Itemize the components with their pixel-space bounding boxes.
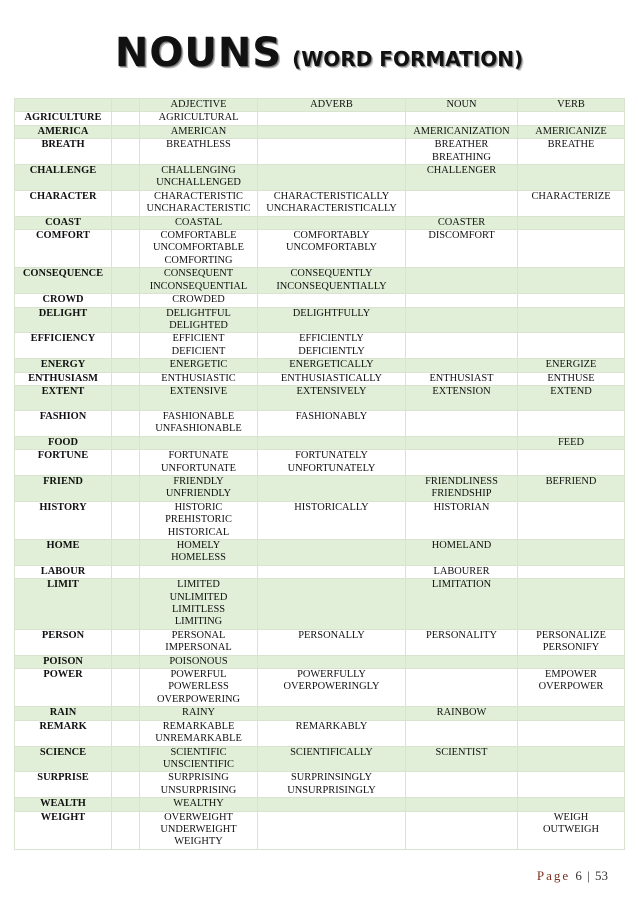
verb-cell: ENERGIZE [518, 359, 625, 372]
adjective-cell: COASTAL [140, 216, 258, 229]
adverb-cell: POWERFULLY OVERPOWERINGLY [258, 669, 406, 707]
adverb-cell [258, 707, 406, 720]
noun-cell: CHALLENGER [406, 165, 518, 191]
noun-cell: COASTER [406, 216, 518, 229]
adverb-cell [258, 811, 406, 849]
table-row [15, 798, 625, 811]
verb-cell [518, 450, 625, 476]
adjective-cell: ENERGETIC [140, 359, 258, 372]
headword-cell: BREATH [15, 139, 112, 165]
blank-cell [112, 540, 140, 566]
verb-cell [518, 772, 625, 798]
table-row [15, 307, 625, 333]
noun-cell [406, 720, 518, 746]
table-row [15, 450, 625, 476]
table-row [15, 165, 625, 191]
headword-cell: ENTHUSIASM [15, 372, 112, 385]
adverb-cell: CONSEQUENTLY INCONSEQUENTIALLY [258, 268, 406, 294]
page-label: Page [536, 868, 571, 883]
noun-cell: HISTORIAN [406, 501, 518, 539]
blank-cell [112, 359, 140, 372]
verb-cell [518, 746, 625, 772]
adjective-cell: OVERWEIGHT UNDERWEIGHT WEIGHTY [140, 811, 258, 849]
blank-cell [112, 385, 140, 410]
adjective-cell: CHARACTERISTIC UNCHARACTERISTIC [140, 190, 258, 216]
headword-cell: EXTENT [15, 385, 112, 410]
table-row [15, 811, 625, 849]
blank-cell [112, 655, 140, 668]
verb-cell [518, 307, 625, 333]
table-row [15, 294, 625, 307]
headword-cell: WEIGHT [15, 811, 112, 849]
adjective-cell: PERSONAL IMPERSONAL [140, 629, 258, 655]
table-row [15, 112, 625, 125]
blank-cell [112, 294, 140, 307]
verb-cell [518, 798, 625, 811]
blank-cell [112, 112, 140, 125]
table-row [15, 565, 625, 578]
verb-cell [518, 720, 625, 746]
header-cell [15, 99, 112, 112]
adverb-cell: REMARKABLY [258, 720, 406, 746]
noun-cell: RAINBOW [406, 707, 518, 720]
table-row [15, 436, 625, 449]
adverb-cell [258, 294, 406, 307]
noun-cell: BREATHER BREATHING [406, 139, 518, 165]
adjective-cell: CHALLENGING UNCHALLENGED [140, 165, 258, 191]
verb-cell [518, 540, 625, 566]
adjective-cell: EFFICIENT DEFICIENT [140, 333, 258, 359]
blank-cell [112, 139, 140, 165]
adjective-cell: LIMITED UNLIMITED LIMITLESS LIMITING [140, 579, 258, 630]
verb-cell [518, 655, 625, 668]
header-adjective: ADJECTIVE [140, 99, 258, 112]
table-row [15, 333, 625, 359]
headword-cell: HISTORY [15, 501, 112, 539]
blank-cell [112, 746, 140, 772]
adverb-cell: DELIGHTFULLY [258, 307, 406, 333]
table-row [15, 410, 625, 436]
adjective-cell: ENTHUSIASTIC [140, 372, 258, 385]
blank-cell [112, 268, 140, 294]
verb-cell: FEED [518, 436, 625, 449]
noun-cell: LABOURER [406, 565, 518, 578]
table-row [15, 629, 625, 655]
table-row [15, 268, 625, 294]
noun-cell: FRIENDLINESS FRIENDSHIP [406, 475, 518, 501]
headword-cell: CHALLENGE [15, 165, 112, 191]
table-row [15, 125, 625, 138]
blank-cell [112, 436, 140, 449]
verb-cell [518, 565, 625, 578]
blank-cell [112, 216, 140, 229]
adverb-cell: SURPRINSINGLY UNSURPRISINGLY [258, 772, 406, 798]
word-formation-table [14, 98, 625, 850]
headword-cell: LIMIT [15, 579, 112, 630]
blank-cell [112, 501, 140, 539]
header-verb: VERB [518, 99, 625, 112]
verb-cell [518, 230, 625, 268]
table-row [15, 707, 625, 720]
adjective-cell: HOMELY HOMELESS [140, 540, 258, 566]
blank-cell [112, 475, 140, 501]
adjective-cell: EXTENSIVE [140, 385, 258, 410]
table-row [15, 359, 625, 372]
table-body [15, 112, 625, 849]
headword-cell: WEALTH [15, 798, 112, 811]
verb-cell [518, 216, 625, 229]
blank-cell [112, 165, 140, 191]
headword-cell: POISON [15, 655, 112, 668]
noun-cell [406, 450, 518, 476]
noun-cell: HOMELAND [406, 540, 518, 566]
adjective-cell: RAINY [140, 707, 258, 720]
headword-cell: ENERGY [15, 359, 112, 372]
adverb-cell: ENTHUSIASTICALLY [258, 372, 406, 385]
table-row [15, 139, 625, 165]
verb-cell: ENTHUSE [518, 372, 625, 385]
adverb-cell [258, 165, 406, 191]
adverb-cell [258, 216, 406, 229]
adjective-cell: AMERICAN [140, 125, 258, 138]
verb-cell [518, 268, 625, 294]
headword-cell: EFFICIENCY [15, 333, 112, 359]
verb-cell [518, 501, 625, 539]
title-sub: (WORD FORMATION) [292, 47, 524, 71]
adverb-cell [258, 798, 406, 811]
noun-cell [406, 190, 518, 216]
noun-cell [406, 798, 518, 811]
noun-cell [406, 669, 518, 707]
adverb-cell [258, 579, 406, 630]
verb-cell [518, 165, 625, 191]
adverb-cell: ENERGETICALLY [258, 359, 406, 372]
table-row [15, 372, 625, 385]
noun-cell: PERSONALITY [406, 629, 518, 655]
adverb-cell: PERSONALLY [258, 629, 406, 655]
page-current: 6 [575, 868, 582, 883]
adverb-cell: EXTENSIVELY [258, 385, 406, 410]
verb-cell: BEFRIEND [518, 475, 625, 501]
headword-cell: HOME [15, 540, 112, 566]
blank-cell [112, 230, 140, 268]
noun-cell [406, 333, 518, 359]
title-main: NOUNS [114, 30, 283, 76]
table-row [15, 772, 625, 798]
blank-cell [112, 372, 140, 385]
headword-cell: CHARACTER [15, 190, 112, 216]
blank-cell [112, 629, 140, 655]
adverb-cell [258, 436, 406, 449]
verb-cell [518, 410, 625, 436]
blank-cell [112, 669, 140, 707]
adjective-cell: AGRICULTURAL [140, 112, 258, 125]
noun-cell [406, 294, 518, 307]
adverb-cell [258, 125, 406, 138]
noun-cell [406, 772, 518, 798]
verb-cell: EXTEND [518, 385, 625, 410]
headword-cell: AMERICA [15, 125, 112, 138]
blank-cell [112, 798, 140, 811]
adverb-cell: EFFICIENTLY DEFICIENTLY [258, 333, 406, 359]
table-row [15, 655, 625, 668]
blank-cell [112, 450, 140, 476]
page-footer [537, 868, 608, 884]
headword-cell: FORTUNE [15, 450, 112, 476]
verb-cell [518, 579, 625, 630]
verb-cell [518, 294, 625, 307]
adverb-cell: CHARACTERISTICALLY UNCHARACTERISTICALLY [258, 190, 406, 216]
table-row [15, 720, 625, 746]
verb-cell: CHARACTERIZE [518, 190, 625, 216]
headword-cell: FRIEND [15, 475, 112, 501]
adjective-cell [140, 565, 258, 578]
table-row [15, 216, 625, 229]
adverb-cell [258, 565, 406, 578]
blank-cell [112, 579, 140, 630]
adjective-cell: BREATHLESS [140, 139, 258, 165]
page-total: 53 [595, 868, 608, 883]
adjective-cell: WEALTHY [140, 798, 258, 811]
verb-cell: EMPOWER OVERPOWER [518, 669, 625, 707]
noun-cell: SCIENTIST [406, 746, 518, 772]
adverb-cell [258, 540, 406, 566]
noun-cell: LIMITATION [406, 579, 518, 630]
noun-cell [406, 268, 518, 294]
table-row [15, 230, 625, 268]
headword-cell: RAIN [15, 707, 112, 720]
adjective-cell: FRIENDLY UNFRIENDLY [140, 475, 258, 501]
headword-cell: CROWD [15, 294, 112, 307]
noun-cell [406, 307, 518, 333]
table-row [15, 475, 625, 501]
headword-cell: FASHION [15, 410, 112, 436]
header-cell [112, 99, 140, 112]
adjective-cell: DELIGHTFUL DELIGHTED [140, 307, 258, 333]
headword-cell: PERSON [15, 629, 112, 655]
adjective-cell [140, 436, 258, 449]
adjective-cell: HISTORIC PREHISTORIC HISTORICAL [140, 501, 258, 539]
page-separator: | [587, 868, 590, 883]
headword-cell: FOOD [15, 436, 112, 449]
page-title [0, 30, 638, 76]
noun-cell: AMERICANIZATION [406, 125, 518, 138]
verb-cell [518, 707, 625, 720]
header-noun: NOUN [406, 99, 518, 112]
adjective-cell: CROWDED [140, 294, 258, 307]
adjective-cell: SURPRISING UNSURPRISING [140, 772, 258, 798]
headword-cell: REMARK [15, 720, 112, 746]
noun-cell [406, 112, 518, 125]
blank-cell [112, 707, 140, 720]
verb-cell: BREATHE [518, 139, 625, 165]
blank-cell [112, 307, 140, 333]
adverb-cell [258, 475, 406, 501]
table-row [15, 540, 625, 566]
verb-cell: AMERICANIZE [518, 125, 625, 138]
blank-cell [112, 333, 140, 359]
adverb-cell [258, 655, 406, 668]
headword-cell: SCIENCE [15, 746, 112, 772]
table-row [15, 190, 625, 216]
headword-cell: DELIGHT [15, 307, 112, 333]
adjective-cell: SCIENTIFIC UNSCIENTIFIC [140, 746, 258, 772]
noun-cell: EXTENSION [406, 385, 518, 410]
table-row [15, 385, 625, 410]
verb-cell [518, 333, 625, 359]
adverb-cell: SCIENTIFICALLY [258, 746, 406, 772]
noun-cell: DISCOMFORT [406, 230, 518, 268]
noun-cell [406, 811, 518, 849]
adjective-cell: REMARKABLE UNREMARKABLE [140, 720, 258, 746]
table-row [15, 746, 625, 772]
noun-cell [406, 410, 518, 436]
headword-cell: COMFORT [15, 230, 112, 268]
adjective-cell: COMFORTABLE UNCOMFORTABLE COMFORTING [140, 230, 258, 268]
blank-cell [112, 410, 140, 436]
adverb-cell [258, 112, 406, 125]
noun-cell [406, 655, 518, 668]
table-header-row [15, 99, 625, 112]
blank-cell [112, 772, 140, 798]
headword-cell: POWER [15, 669, 112, 707]
header-adverb: ADVERB [258, 99, 406, 112]
headword-cell: AGRICULTURE [15, 112, 112, 125]
headword-cell: CONSEQUENCE [15, 268, 112, 294]
headword-cell: LABOUR [15, 565, 112, 578]
adjective-cell: FASHIONABLE UNFASHIONABLE [140, 410, 258, 436]
table-row [15, 579, 625, 630]
adjective-cell: POWERFUL POWERLESS OVERPOWERING [140, 669, 258, 707]
blank-cell [112, 125, 140, 138]
verb-cell: WEIGH OUTWEIGH [518, 811, 625, 849]
blank-cell [112, 811, 140, 849]
table-row [15, 501, 625, 539]
adjective-cell: CONSEQUENT INCONSEQUENTIAL [140, 268, 258, 294]
adverb-cell: FASHIONABLY [258, 410, 406, 436]
adjective-cell: POISONOUS [140, 655, 258, 668]
adverb-cell: COMFORTABLY UNCOMFORTABLY [258, 230, 406, 268]
noun-cell [406, 359, 518, 372]
adverb-cell [258, 139, 406, 165]
headword-cell: SURPRISE [15, 772, 112, 798]
noun-cell [406, 436, 518, 449]
adverb-cell: FORTUNATELY UNFORTUNATELY [258, 450, 406, 476]
blank-cell [112, 190, 140, 216]
adjective-cell: FORTUNATE UNFORTUNATE [140, 450, 258, 476]
table-row [15, 669, 625, 707]
adverb-cell: HISTORICALLY [258, 501, 406, 539]
verb-cell [518, 112, 625, 125]
blank-cell [112, 565, 140, 578]
verb-cell: PERSONALIZE PERSONIFY [518, 629, 625, 655]
headword-cell: COAST [15, 216, 112, 229]
blank-cell [112, 720, 140, 746]
noun-cell: ENTHUSIAST [406, 372, 518, 385]
